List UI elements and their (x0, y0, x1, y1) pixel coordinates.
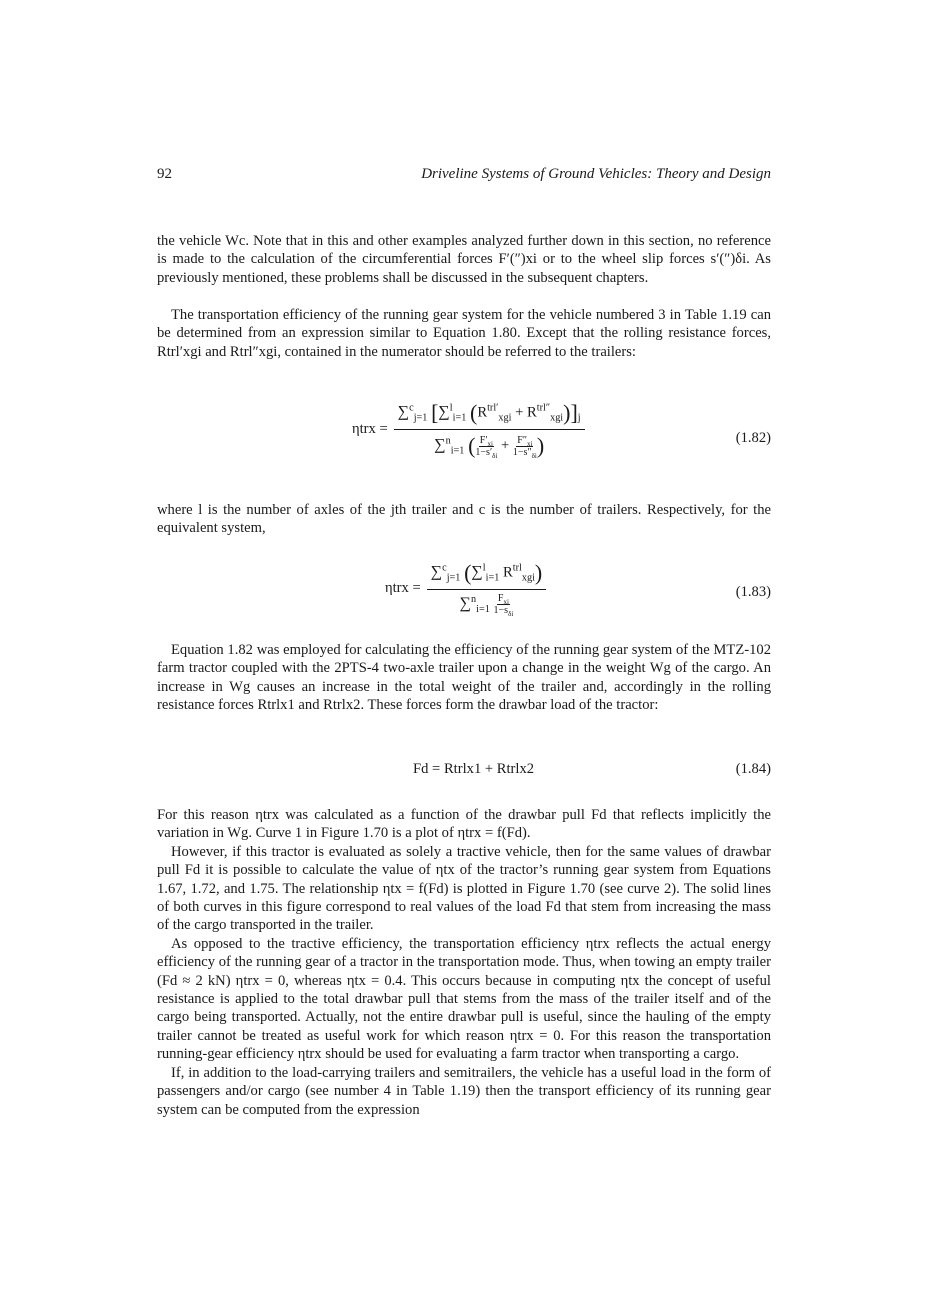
equation-1-83 (157, 560, 771, 624)
equation-1-82-lhs: ηtrx = (352, 421, 388, 437)
paragraph-3-text: where l is the number of axles of the jth trailer and c is the number of trailers. Respectively, for the equivalent system, (157, 502, 771, 537)
page-header (157, 166, 771, 188)
equation-1-82-denominator: ∑$^n_{i=1}$ ( $\frac{F'_{xi}}{1-s'_{\delta i}}$ + $\frac{F''_{xi}}{1-s''_{\delta i}}$ ) (434, 433, 545, 460)
paragraph-4-text: Equation 1.82 was employed for calculating the efficiency of the running gear system of the MTZ-102 farm tractor coupled with the 2PTS-4 two-axle trailer upon a change in the weight Wg of the cargo. An increase in Wg causes an increase in the total weight of the trailer and, accordingly in the rolling resistance forces Rtrlx1 and Rtrlx2. These forces form the drawbar load of the tractor: (157, 642, 771, 714)
paragraph-5-text: For this reason ηtrx was calculated as a function of the drawbar pull Fd that reflects implicitly the variation in Wg. Curve 1 in Figure 1.70 is a plot of ηtrx = f(Fd). (157, 807, 771, 842)
equation-1-84-body: Fd = Rtrlx1 + Rtrlx2 (413, 761, 535, 777)
equation-1-84-number: (1.84) (735, 761, 771, 777)
paragraph-1-text: the vehicle Wc. Note that in this and other examples analyzed further down in this section, no reference is made to the calculation of the circumferential forces F′(″)xi or to the wheel slip forces s′(″)δi. As previously mentioned, these problems shall be discussed in the subsequent chapters. (157, 233, 771, 286)
paragraph-3 (157, 501, 771, 538)
paragraph-2 (157, 306, 771, 361)
equation-1-83-body (385, 560, 546, 616)
paragraph-7-text: As opposed to the tractive efficiency, the transportation efficiency ηtrx reflects the actual energy efficiency of the running gear of a tractor in the transportation mode. Thus, when towing an empty trailer (Fd ≈ 2 kN) ηtrx = 0, whereas ηtx = 0.4. This occurs because in computing ηtx the concept of useful resistance is applied to the total drawbar pull that stems from the mass of the trailer itself and of the cargo being transported. Actually, not the entire drawbar pull is useful, since the hauling of the empty trailer cannot be treated as useful work for which reason ηtrx = 0. For this reason the transportation running-gear efficiency ηtrx should be used for evaluating a farm tractor when transporting a cargo. (157, 935, 771, 1063)
equation-1-83-lhs: ηtrx = (385, 579, 421, 596)
equation-1-82-numerator: ∑$^c_{j=1}$ [∑$^l_{i=1}$ $(R^{trl'}_{xgi} + R^{trl''}_{xgi})]_j$ (394, 400, 585, 430)
equation-1-82-number: (1.82) (735, 430, 771, 446)
page-number: 92 (157, 166, 172, 182)
paragraph-1 (157, 232, 771, 287)
paragraph-4 (157, 641, 771, 715)
paragraph-2-text: The transportation efficiency of the running gear system for the vehicle numbered 3 in Table 1.19 can be determined from an expression similar to Equation 1.80. Except that the rolling resistance forces, Rtrl′xgi and Rtrl″xgi, contained in the numerator should be referred to the trailers: (157, 307, 771, 360)
equation-1-83-number: (1.83) (735, 584, 771, 600)
equation-1-82-body (352, 400, 585, 459)
paragraph-6-text: However, if this tractor is evaluated as solely a tractive vehicle, then for the same values of drawbar pull Fd it is possible to calculate the value of ηtx of the tractor’s running gear system from Equations 1.67, 1.72, and 1.75. The relationship ηtx = f(Fd) is plotted in Figure 1.70 (see curve 2). The solid lines of both curves in this figure correspond to real values of the load Fd that stem from increasing the mass of the cargo transported in the trailer. (157, 843, 771, 934)
paragraph-8-text: If, in addition to the load-carrying trailers and semitrailers, the vehicle has a useful load in the form of passengers and/or cargo (see number 4 in Table 1.19) then the transport efficiency of its running gear system can be computed from the expression (157, 1064, 771, 1118)
equation-1-83-fraction (427, 560, 547, 616)
running-title: Driveline Systems of Ground Vehicles: Theory and Design (421, 166, 771, 182)
equation-1-83-numerator: ∑$^c_{j=1}$ (∑$^l_{i=1}$ $R^{trl}_{xgi}$) (427, 560, 547, 590)
equation-1-83-denominator: ∑$^n_{i=1}$ $\frac{F_{xi}}{1-s_{\delta i}}$ (459, 593, 514, 618)
equation-1-82-fraction (394, 400, 585, 459)
equation-1-84 (157, 761, 771, 785)
paragraph-group (157, 806, 771, 1119)
equation-1-82 (157, 400, 771, 480)
